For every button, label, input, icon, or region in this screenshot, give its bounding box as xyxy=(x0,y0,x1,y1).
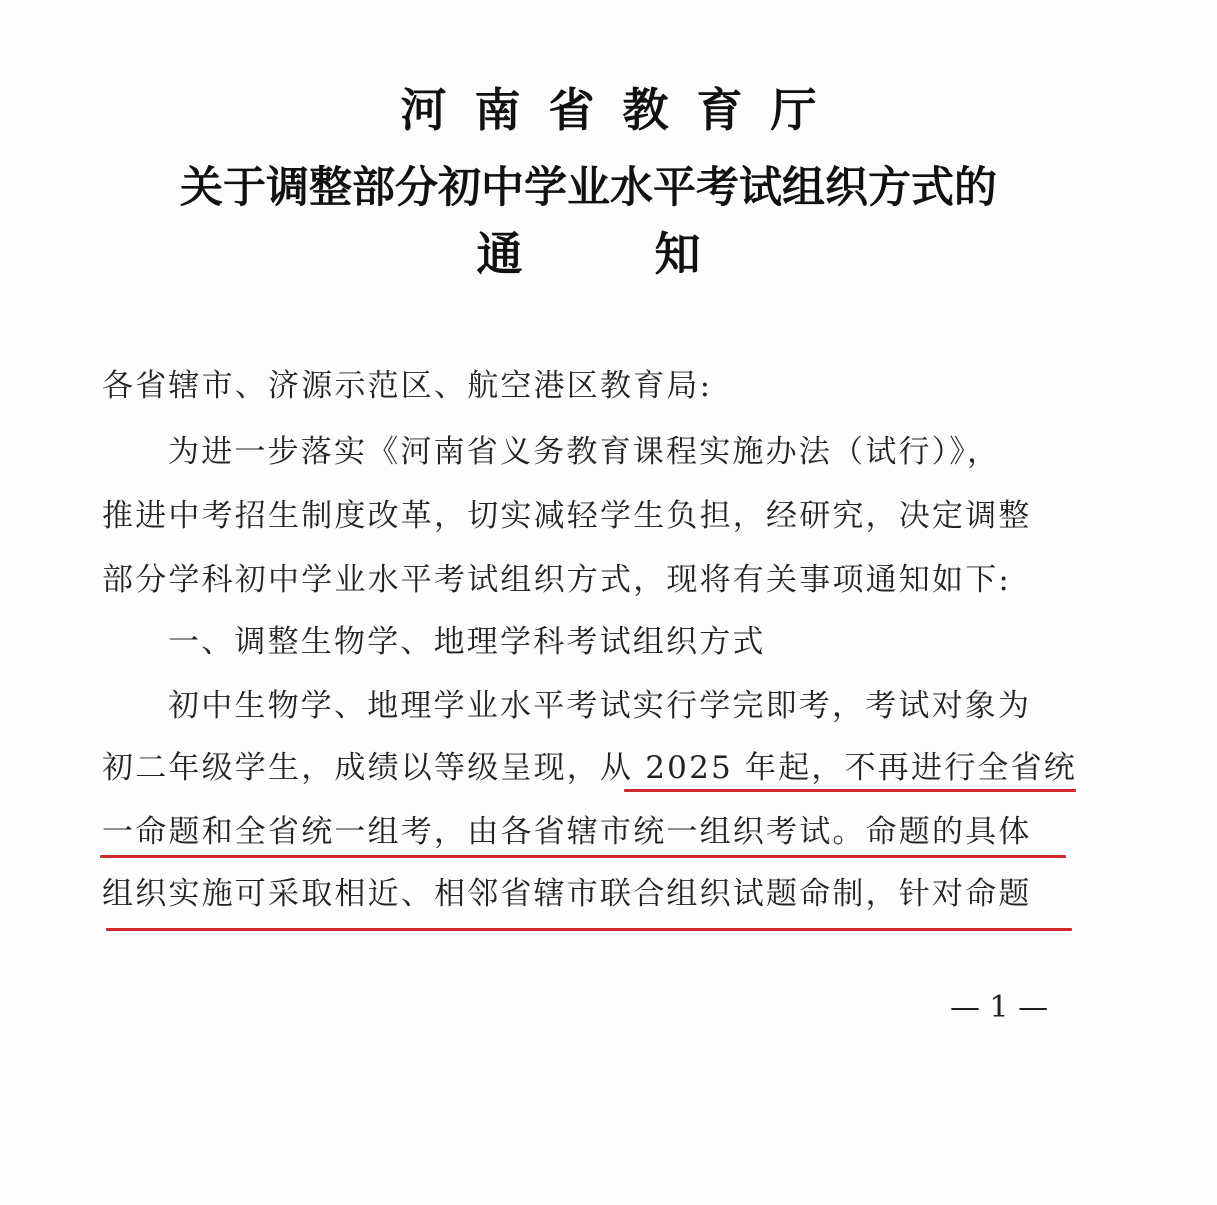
addressee-line: 各省辖市、济源示范区、航空港区教育局: xyxy=(102,368,713,404)
body-line-1: 为进一步落实《河南省义务教育课程实施办法（试行）》， xyxy=(168,434,1001,470)
body-line-2: 推进中考招生制度改革，切实减轻学生负担，经研究，决定调整 xyxy=(102,498,1032,534)
body-line-7: 一命题和全省统一组考，由各省辖市统一组织考试。命题的具体 xyxy=(102,814,1032,850)
highlight-underline-2 xyxy=(100,855,1066,858)
highlight-underline-3 xyxy=(106,928,1072,931)
section-heading: 一、调整生物学、地理学科考试组织方式 xyxy=(168,624,766,660)
issuer-title: 河南省教育厅 xyxy=(400,83,845,137)
page-number: — 1 — xyxy=(950,990,1049,1025)
notice-title-right: 知 xyxy=(654,227,701,281)
highlight-underline-1 xyxy=(624,789,1076,792)
body-line-6: 初二年级学生，成绩以等级呈现，从 2025 年起，不再进行全省统 xyxy=(102,750,1077,786)
notice-title xyxy=(0,224,1197,284)
body-line-8: 组织实施可采取相近、相邻省辖市联合组织试题命制，针对命题 xyxy=(102,876,1032,912)
body-line-5: 初中生物学、地理学业水平考试实行学完即考，考试对象为 xyxy=(168,688,1032,724)
body-line-3: 部分学科初中学业水平考试组织方式，现将有关事项通知如下: xyxy=(102,562,1012,598)
notice-title-left: 通 xyxy=(476,227,523,281)
notice-subject-title: 关于调整部分初中学业水平考试组织方式的 xyxy=(180,163,997,213)
